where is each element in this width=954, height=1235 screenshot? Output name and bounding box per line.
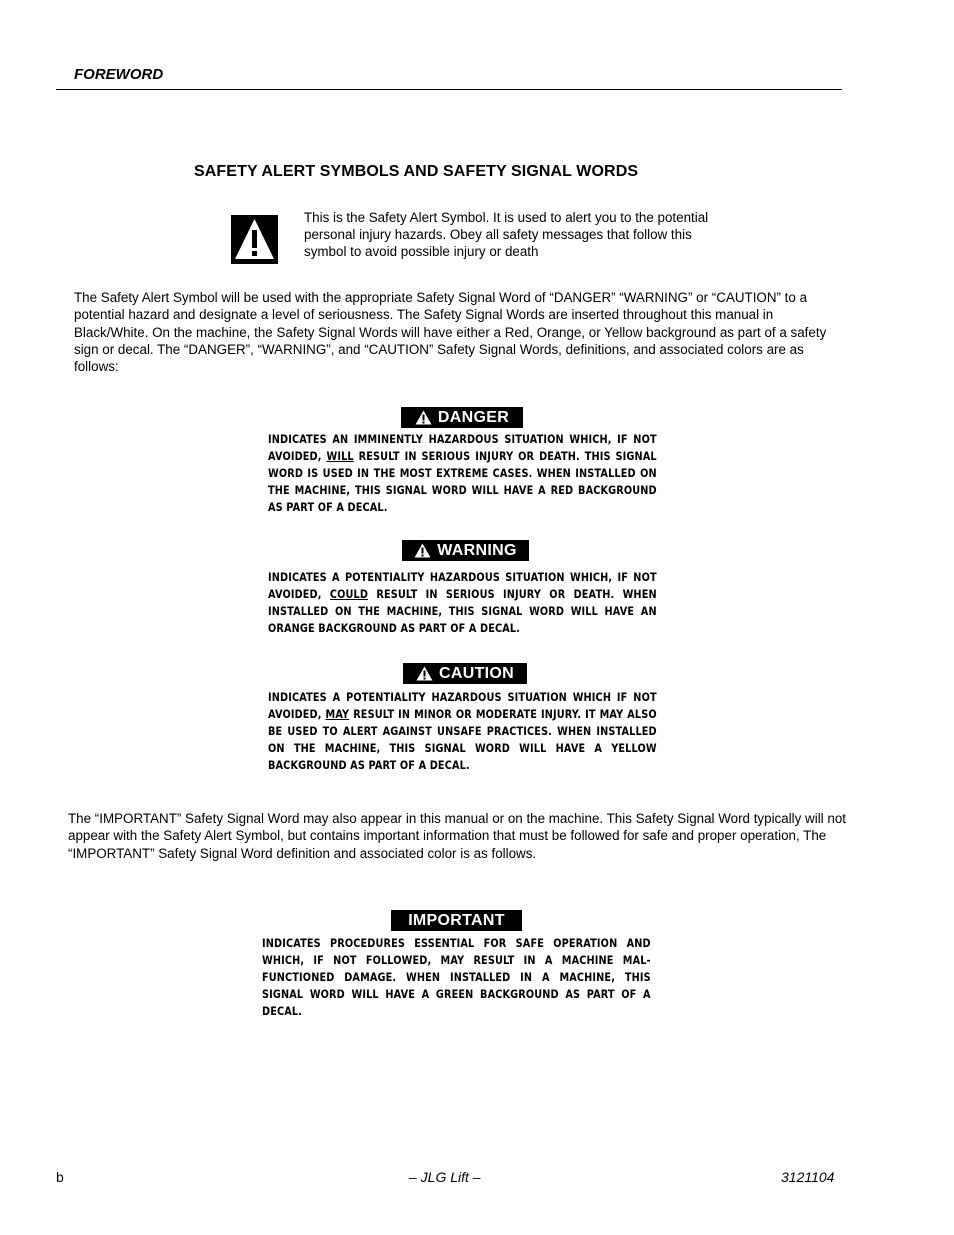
caution-badge (403, 663, 527, 684)
safety-alert-symbol-icon (231, 215, 278, 264)
warning-triangle-icon (415, 410, 432, 425)
section-title: SAFETY ALERT SYMBOLS AND SAFETY SIGNAL WORDS (194, 163, 639, 180)
warning-label: WARNING (437, 541, 517, 559)
danger-emphasis: WILL (326, 450, 354, 463)
footer-page-number: b (56, 1169, 64, 1185)
important-definition: INDICATES PROCEDURES ESSENTIAL FOR SAFE OPERATION AND WHICH, IF NOT FOLLOWED, MAY RESULT IN A MACHINE MAL- FUNCTIONED DAMAGE. WHEN INSTALLED IN A MACHINE, THIS SIGNAL WORD WILL HAVE A GREEN BACKGROUND AS PART OF A DECAL. (262, 937, 651, 1018)
warning-definition: INDICATES A POTENTIALITY HAZARDOUS SITUATION WHICH, IF NOT AVOIDED, COULD RESULT IN SERIOUS INJURY OR DEATH. WHEN INSTALLED ON THE MACHINE, THIS SIGNAL WORD WILL HAVE AN ORANGE BACKGROUND AS PART OF A DECAL. (268, 571, 657, 635)
footer-doc-number: 3121104 (781, 1169, 835, 1185)
caution-definition: INDICATES A POTENTIALITY HAZARDOUS SITUATION WHICH IF NOT AVOIDED, MAY RESULT IN MINOR OR MODERATE INJURY. IT MAY ALSO BE USED TO ALERT AGAINST UNSAFE PRACTICES. WHEN INSTALLED ON THE MACHINE, THIS SIGNAL WORD WILL HAVE A YELLOW BACKGROUND AS PART OF A DECAL. (268, 691, 657, 772)
danger-badge (401, 407, 523, 428)
safety-alert-description: This is the Safety Alert Symbol. It is used to alert you to the potential personal injury hazards. Obey all safety messages that follow this symbol to avoid possible injury or death (304, 210, 709, 259)
warning-triangle-icon (416, 666, 433, 681)
page-header-title: FOREWORD (74, 66, 164, 83)
caution-emphasis: MAY (325, 708, 350, 721)
important-badge (391, 910, 522, 931)
warning-emphasis: COULD (329, 588, 369, 601)
danger-definition: INDICATES AN IMMINENTLY HAZARDOUS SITUATION WHICH, IF NOT AVOIDED, WILL RESULT IN SERIOUS INJURY OR DEATH. THIS SIGNAL WORD IS USED IN THE MOST EXTREME CASES. WHEN INSTALLED ON THE MACHINE, THIS SIGNAL WORD WILL HAVE A RED BACKGROUND AS PART OF A DECAL. (268, 433, 657, 514)
caution-label: CAUTION (439, 664, 514, 682)
important-label: IMPORTANT (408, 911, 505, 929)
warning-triangle-icon (414, 543, 431, 558)
header-divider (56, 89, 842, 90)
signal-words-intro: The Safety Alert Symbol will be used with the appropriate Safety Signal Word of “DANGER” “WARNING” or “CAUTION” to a potential hazard and designate a level of seriousness. The Safety Signal Words are inserted throughout this manual in Black/White. On the machine, the Safety Signal Words will have either a Red, Orange, or Yellow background as part of a safety sign or decal. The “DANGER”, “WARNING”, and “CAUTION” Safety Signal Words, definitions, and associated colors are as follows: (74, 290, 827, 375)
danger-label: DANGER (437, 408, 510, 426)
warning-badge (402, 540, 529, 561)
footer-publisher: – JLG Lift – (409, 1169, 481, 1185)
important-intro: The “IMPORTANT” Safety Signal Word may also appear in this manual or on the machine. This Safety Signal Word typically will not appear with the Safety Alert Symbol, but contains important information that must be followed for safe and proper operation, The “IMPORTANT” Safety Signal Word definition and associated color is as follows. (68, 811, 846, 861)
